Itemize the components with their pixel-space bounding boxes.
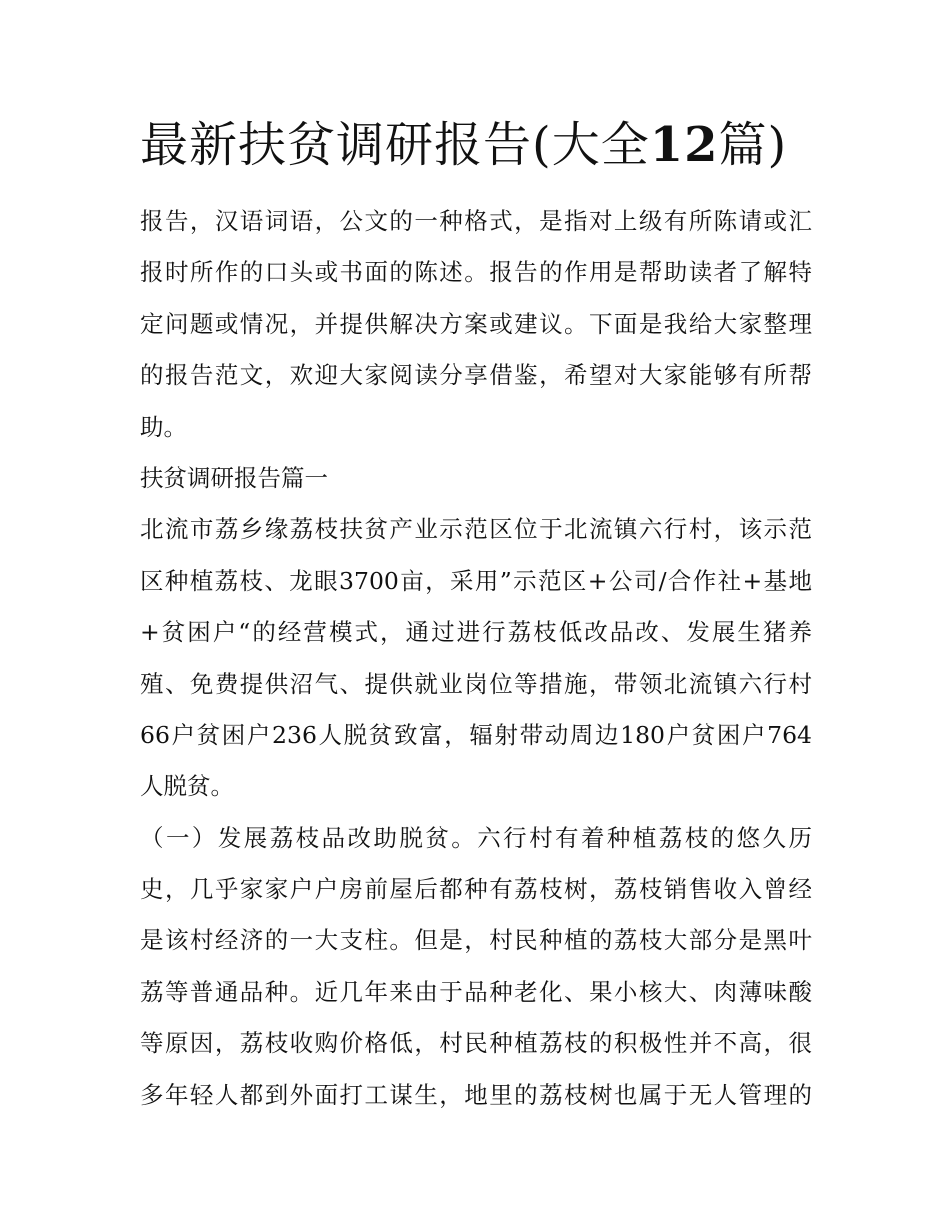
text-line: +贫困户“的经营模式，通过进行荔枝低改品改、发展生猪养 xyxy=(140,618,812,647)
text-line: 报告，汉语词语，公文的一种格式，是指对上级有所陈请或汇 xyxy=(140,207,812,235)
text-line: 荔等普通品种。近几年来由于品种老化、果小核大、肉薄味酸 xyxy=(140,977,812,1006)
text-line: 扶贫调研报告篇一 xyxy=(140,463,328,492)
title-suffix: 篇) xyxy=(718,117,788,173)
text-line: 史，几乎家家户户房前屋后都种有荔枝树，荔枝销售收入曾经 xyxy=(140,875,812,904)
title-text: 最新扶贫调研报告(大全 xyxy=(140,117,650,173)
text-line: 北流市荔乡缘荔枝扶贫产业示范区位于北流镇六行村，该示范 xyxy=(140,515,812,544)
text-line: 等原因，荔枝收购价格低，村民种植荔枝的积极性并不高，很 xyxy=(140,1029,812,1058)
text-line: （一）发展荔枝品改助脱贫。六行村有着种植荔枝的悠久历 xyxy=(140,823,812,852)
text-line: 多年轻人都到外面打工谋生，地里的荔枝树也属于无人管理的 xyxy=(140,1080,812,1109)
text-line: 是该村经济的一大支柱。但是，村民种植的荔枝大部分是黑叶 xyxy=(140,926,812,955)
document-title xyxy=(140,112,830,178)
text-line: 66户贫困户236人脱贫致富，辐射带动周边180户贫困户764 xyxy=(140,720,812,749)
text-line: 的报告范文，欢迎大家阅读分享借鉴，希望对大家能够有所帮 xyxy=(140,361,812,390)
text-line: 区种植荔枝、龙眼3700亩，采用”示范区+公司/合作社+基地 xyxy=(140,566,812,595)
text-line: 定问题或情况，并提供解决方案或建议。下面是我给大家整理 xyxy=(140,309,812,338)
document-body xyxy=(140,196,812,1121)
title-number: 12 xyxy=(649,117,719,173)
text-line: 助。 xyxy=(140,412,187,441)
text-line: 报时所作的口头或书面的陈述。报告的作用是帮助读者了解特 xyxy=(140,258,812,287)
text-line: 人脱贫。 xyxy=(140,772,234,801)
text-line: 殖、免费提供沼气、提供就业岗位等措施，带领北流镇六行村 xyxy=(140,669,812,698)
